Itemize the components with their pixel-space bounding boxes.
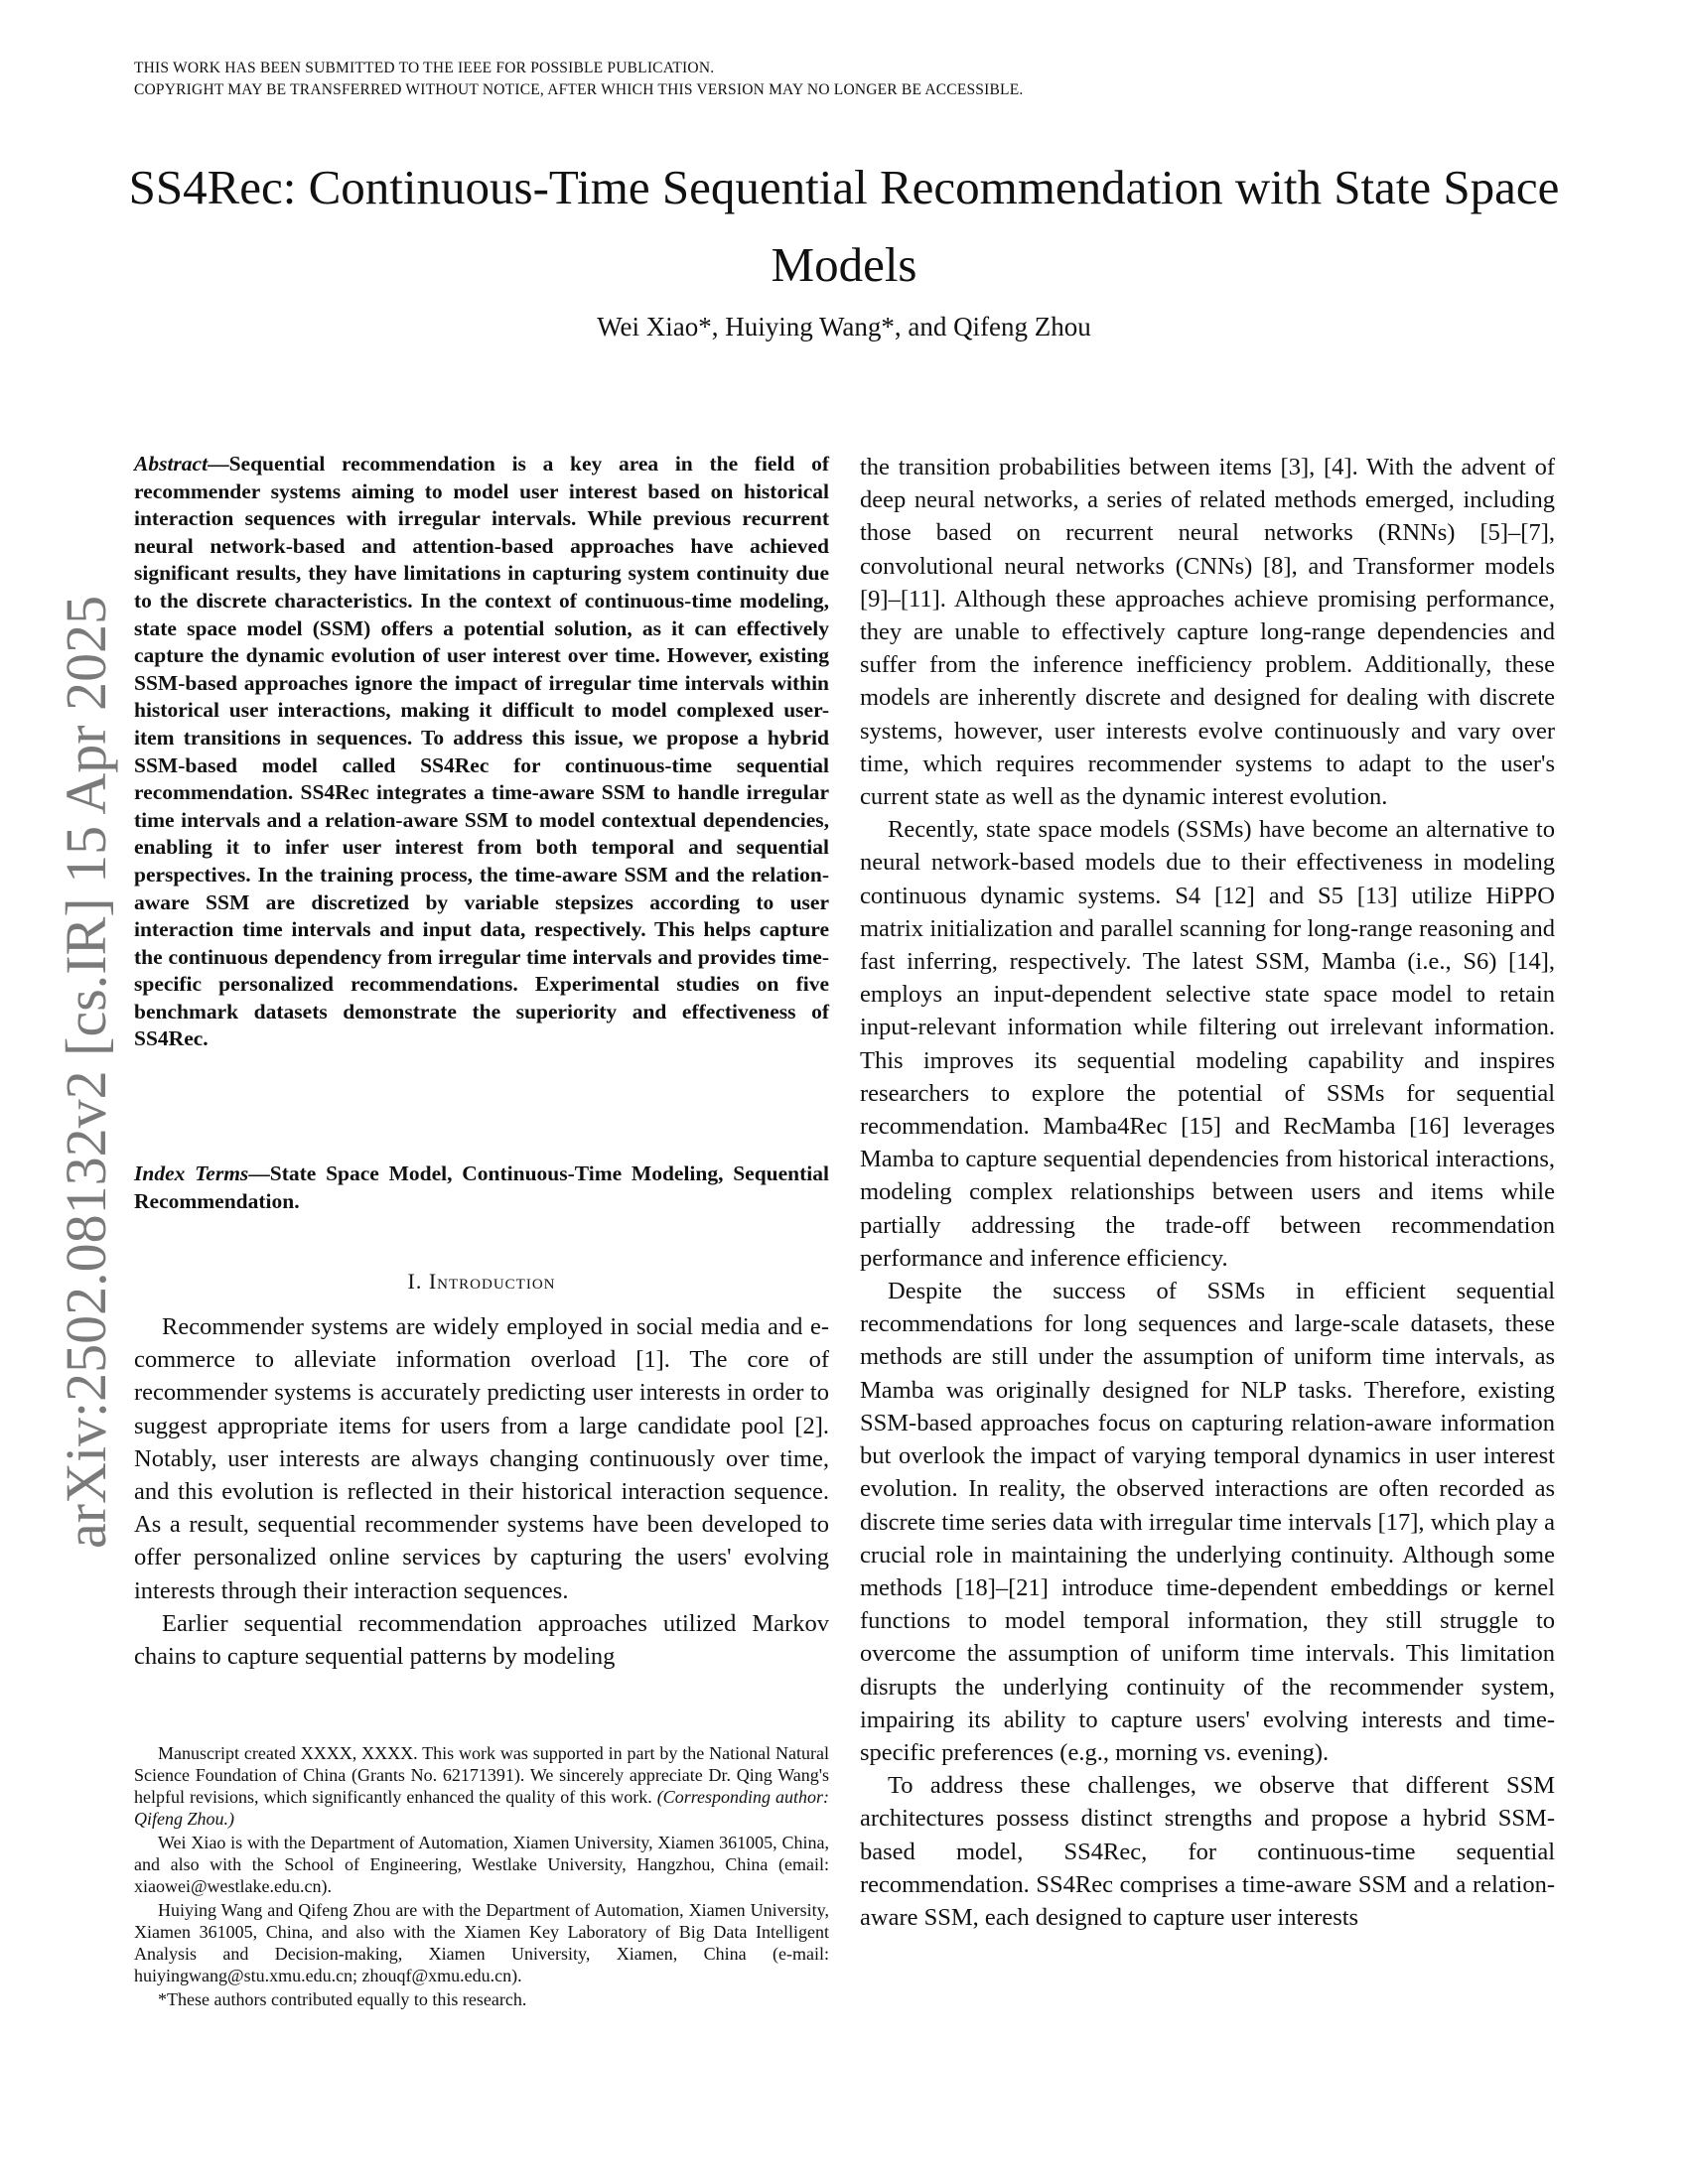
- abstract-text: —Sequential recommendation is a key area in the field of recommender systems aiming to model user interest based on historical interaction sequences with irregular intervals. While previous recurrent neural network-based and attention-based approaches have achieved significant results, they have limitations in capturing system continuity due to the discrete characteristics. In the context of continuous-time modeling, state space model (SSM) offers a potential solution, as it can effectively capture the dynamic evolution of user interest over time. However, existing SSM-based approaches ignore the impact of irregular time intervals within historical user interactions, making it difficult to model complexed user-item transitions in sequences. To address this issue, we propose a hybrid SSM-based model called SS4Rec for continuous-time sequential recommendation. SS4Rec integrates a time-aware SSM to handle irregular time intervals and a relation-aware SSM to model contextual dependencies, enabling it to infer user interest from both temporal and sequential perspectives. In the training process, the time-aware SSM and the relation-aware SSM are discretized by variable stepsizes according to user interaction time intervals and input data, respectively. This helps capture the continuous dependency from irregular time intervals and provides time-specific personalized recommendations. Experimental studies on five benchmark datasets demonstrate the superiority and effectiveness of SS4Rec.: [134, 452, 829, 1051]
- notice-line-1: THIS WORK HAS BEEN SUBMITTED TO THE IEEE FOR POSSIBLE PUBLICATION.: [134, 60, 715, 76]
- intro-left-column: [134, 1310, 829, 1673]
- intro-paragraph: Recommender systems are widely employed in social media and e-commerce to alleviate information overload [1]. The core of recommender systems is accurately predicting user interests in order to suggest appropriate items for users from a large candidate pool [2]. Notably, user interests are always changing continuously over time, and this evolution is reflected in their historical interaction sequence. As a result, sequential recommender systems have been developed to offer personalized online services by capturing the users' evolving interests through their interaction sequences.: [134, 1313, 829, 1604]
- footnote-text: Manuscript created XXXX, XXXX. This work was supported in part by the National Natural Science Foundation of China (Grants No. 62171391). We sincerely appreciate Dr. Qing Wang's helpful revisions, which significantly enhanced the quality of this work.: [134, 1743, 829, 1807]
- index-terms-text: —State Space Model, Continuous-Time Modeling, Sequential Recommendation.: [134, 1161, 829, 1213]
- footnote-affiliation: Wei Xiao is with the Department of Automation, Xiamen University, Xiamen 361005, China, and also with the School of Engineering, Westlake University, Hangzhou, China (email: xiaowei@westlake.edu.cn).: [134, 1833, 829, 1896]
- ieee-notice: [134, 58, 1023, 101]
- body-paragraph: Recently, state space models (SSMs) have become an alternative to neural network-based models due to their effectiveness in modeling continuous dynamic systems. S4 [12] and S5 [13] utilize HiPPO matrix initialization and parallel scanning for long-range reasoning and fast inferring, respectively. The latest SSM, Mamba (i.e., S6) [14], employs an input-dependent selective state space model to retain input-relevant information while filtering out irrelevant information. This improves its sequential modeling capability and inspires researchers to explore the potential of SSMs for sequential recommendation. Mamba4Rec [15] and RecMamba [16] leverages Mamba to capture sequential dependencies from historical interactions, modeling complex relationships between users and items while partially addressing the trade-off between recommendation performance and inference efficiency.: [860, 816, 1555, 1272]
- paper-title: SS4Rec: Continuous-Time Sequential Recommendation with State Space Models: [128, 160, 1560, 292]
- footnote-corresponding: (Corresponding author: Qifeng Zhou.): [134, 1787, 830, 1829]
- body-paragraph: To address these challenges, we observe that different SSM architectures possess distinct strengths and propose a hybrid SSM-based model, SS4Rec, for continuous-time sequential recommendation. SS4Rec comprises a time-aware SSM and a relation-aware SSM, each designed to capture user interests: [860, 1772, 1555, 1931]
- index-terms-label: Index Terms: [134, 1161, 249, 1185]
- body-paragraph: the transition probabilities between items [3], [4]. With the advent of deep neural networks, a series of related methods emerged, including those based on recurrent neural networks (RNNs) [5]–[7], convolutional neural networks (CNNs) [8], and Transformer models [9]–[11]. Although these approaches achieve promising performance, they are unable to effectively capture long-range dependencies and suffer from the inference inefficiency problem. Additionally, these models are inherently discrete and designed for dealing with discrete systems, however, user interests evolve continuously and vary over time, which requires recommender systems to adapt to the user's current state as well as the dynamic interest evolution.: [860, 454, 1555, 811]
- paper-authors: Wei Xiao*, Huiying Wang*, and Qifeng Zhou: [597, 312, 1091, 341]
- footnote-equal-contribution: *These authors contributed equally to this research.: [158, 1989, 527, 2009]
- footnotes: [134, 1742, 829, 2012]
- index-terms: [134, 1160, 829, 1215]
- footnote-affiliation: Huiying Wang and Qifeng Zhou are with the Department of Automation, Xiamen University, Xiamen 361005, China, and also with the Xiamen Key Laboratory of Big Data Intelligent Analysis and Decision-making, Xiamen University, Xiamen, China (e-mail: huiyingwang@stu.xmu.edu.cn; zhouqf@xmu.edu.cn).: [134, 1900, 829, 1985]
- arxiv-watermark: arXiv:2502.08132v2 [cs.IR] 15 Apr 2025: [54, 595, 118, 1549]
- section-heading: I. Introduction: [407, 1269, 556, 1294]
- abstract: [134, 451, 829, 1053]
- intro-paragraph: Earlier sequential recommendation approaches utilized Markov chains to capture sequential patterns by modeling: [134, 1609, 829, 1671]
- abstract-label: Abstract: [134, 452, 209, 476]
- body-paragraph: Despite the success of SSMs in efficient sequential recommendations for long sequences and large-scale datasets, these methods are still under the assumption of uniform time intervals, as Mamba was originally designed for NLP tasks. Therefore, existing SSM-based approaches focus on capturing relation-aware information but overlook the impact of varying temporal dynamics in user interest evolution. In reality, the observed interactions are often recorded as discrete time series data with irregular time intervals [17], which play a crucial role in maintaining the underlying continuity. Although some methods [18]–[21] introduce time-dependent embeddings or kernel functions to model temporal information, they still struggle to overcome the assumption of uniform time intervals. This limitation disrupts the underlying continuity of the recommender system, impairing its ability to capture users' evolving interests and time-specific preferences (e.g., morning vs. evening).: [860, 1278, 1555, 1766]
- right-column: [860, 451, 1555, 1934]
- footnote-manuscript: [134, 1742, 829, 1830]
- notice-line-2: COPYRIGHT MAY BE TRANSFERRED WITHOUT NOTICE, AFTER WHICH THIS VERSION MAY NO LONGER BE ACCESSIBLE.: [134, 81, 1024, 98]
